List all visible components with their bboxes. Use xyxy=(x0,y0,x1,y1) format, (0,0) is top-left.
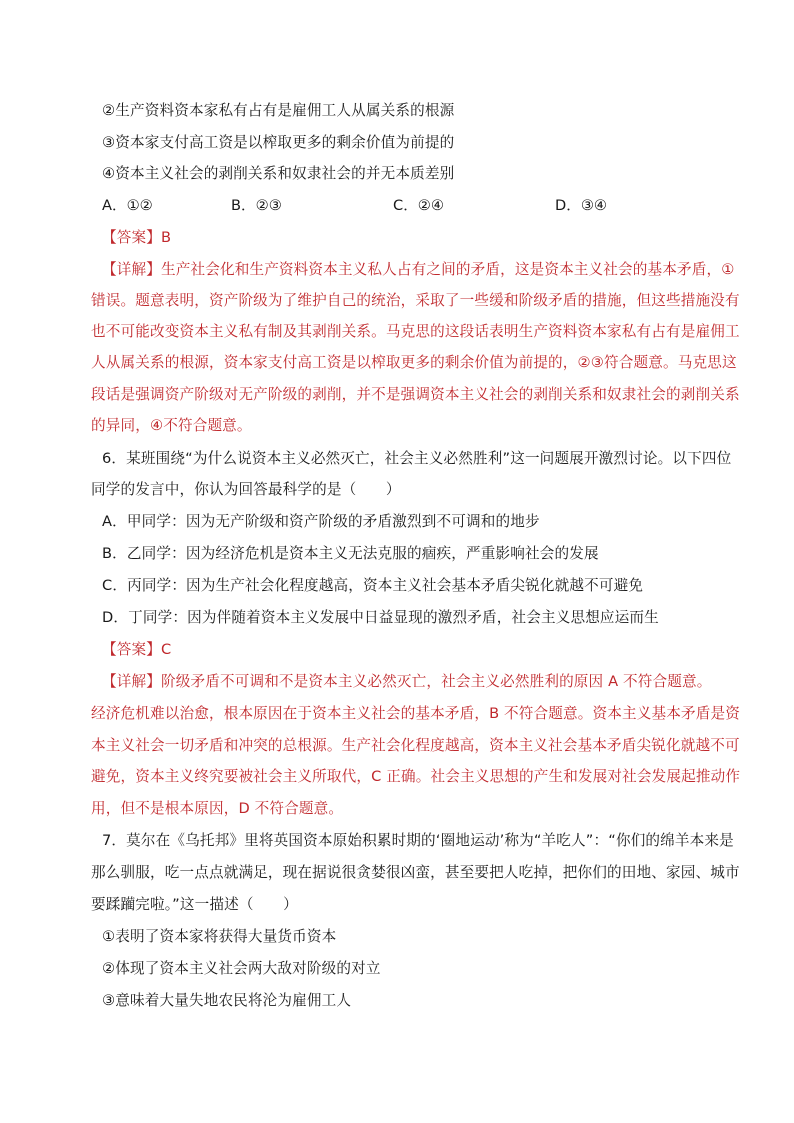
q6-stem-line-1: 6．某班围绕“为什么说资本主义必然灭亡，社会主义必然胜利”这一问题展开激烈讨论。以下四位 xyxy=(102,450,732,467)
answer-tag: 【答案】 xyxy=(102,641,161,658)
q5-option-b: B．②③ xyxy=(231,197,282,214)
q5-detail-line-4: 人从属关系的根源，资本家支付高工资是以榨取更多的剩余价值为前提的，②③符合题意。马克思这 xyxy=(91,354,737,371)
q5-detail-line-5: 段话是强调资产阶级对无产阶级的剥削，并不是强调资本主义社会的剥削关系和奴隶社会的剥削关系 xyxy=(91,386,740,403)
q5-option-d: D．③④ xyxy=(555,197,607,214)
q6-option-b: B．乙同学：因为经济危机是资本主义无法克服的痼疾，严重影响社会的发展 xyxy=(102,545,599,562)
q6-answer xyxy=(102,640,171,660)
q5-option-a: A．①② xyxy=(102,197,153,214)
q5-detail-line-6: 的异同，④不符合题意。 xyxy=(91,417,252,434)
q5-detail-line-1 xyxy=(102,260,734,280)
q5-option-c: C．②④ xyxy=(393,197,444,214)
q6-option-c: C．丙同学：因为生产社会化程度越高，资本主义社会基本矛盾尖锐化就越不可避免 xyxy=(102,577,644,594)
answer-tag: 【答案】 xyxy=(102,229,161,246)
q7-stem-line-1: 7．莫尔在《乌托邦》里将英国资本原始积累时期的‘圈地运动’称为“羊吃人”：“你们的绵羊本来是 xyxy=(102,832,734,849)
q5-statement-2: ②生产资料资本家私有占有是雇佣工人从属关系的根源 xyxy=(102,102,455,119)
q5-statement-3: ③资本家支付高工资是以榨取更多的剩余价值为前提的 xyxy=(102,134,455,151)
q7-statement-1: ①表明了资本家将获得大量货币资本 xyxy=(102,928,337,945)
q6-detail-line-2: 经济危机难以治愈，根本原因在于资本主义社会的基本矛盾，B 不符合题意。资本主义基本矛盾是资 xyxy=(91,705,740,722)
q5-detail-line-2: 错误。题意表明，资产阶级为了维护自己的统治，采取了一些缓和阶级矛盾的措施，但这些措施没有 xyxy=(91,292,740,309)
detail-tag: 【详解】 xyxy=(102,673,161,690)
q7-statement-3: ③意味着大量失地农民将沦为雇佣工人 xyxy=(102,992,352,1009)
detail-tag: 【详解】 xyxy=(102,261,161,278)
q6-option-d: D．丁同学：因为伴随着资本主义发展中日益显现的激烈矛盾，社会主义思想应运而生 xyxy=(102,609,659,626)
q5-detail-line-3: 也不可能改变资本主义私有制及其剥削关系。马克思的这段话表明生产资料资本家私有占有是雇佣工 xyxy=(91,323,740,340)
detail-text: 阶级矛盾不可调和不是资本主义必然灭亡，社会主义必然胜利的原因 A 不符合题意。 xyxy=(160,673,712,690)
q7-stem-line-2: 那么驯服，吃一点点就满足，现在据说很贪婪很凶蛮，甚至要把人吃掉，把你们的田地、家园、城市 xyxy=(91,864,740,881)
q5-answer xyxy=(102,228,171,248)
q6-option-a: A．甲同学：因为无产阶级和资产阶级的矛盾激烈到不可调和的地步 xyxy=(102,513,540,530)
q6-detail-line-3: 本主义社会一切矛盾和冲突的总根源。生产社会化程度越高，资本主义社会基本矛盾尖锐化就越不可 xyxy=(91,737,740,754)
detail-text: 生产社会化和生产资料资本主义私人占有之间的矛盾，这是资本主义社会的基本矛盾，① xyxy=(160,261,735,278)
q6-detail-line-4: 避免，资本主义终究要被社会主义所取代，C 正确。社会主义思想的产生和发展对社会发展起推动作 xyxy=(91,768,741,785)
q7-stem-line-3: 要蹂躏完啦。”这一描述（ ） xyxy=(91,896,298,913)
q5-statement-4: ④资本主义社会的剥削关系和奴隶社会的并无本质差别 xyxy=(102,165,455,182)
answer-value: B xyxy=(160,229,172,246)
answer-value: C xyxy=(160,641,172,658)
q6-stem-line-2: 同学的发言中，你认为回答最科学的是（ ） xyxy=(91,481,401,498)
q6-detail-line-1 xyxy=(102,672,711,692)
q7-statement-2: ②体现了资本主义社会两大敌对阶级的对立 xyxy=(102,960,381,977)
q6-detail-line-5: 用，但不是根本原因，D 不符合题意。 xyxy=(91,800,344,817)
